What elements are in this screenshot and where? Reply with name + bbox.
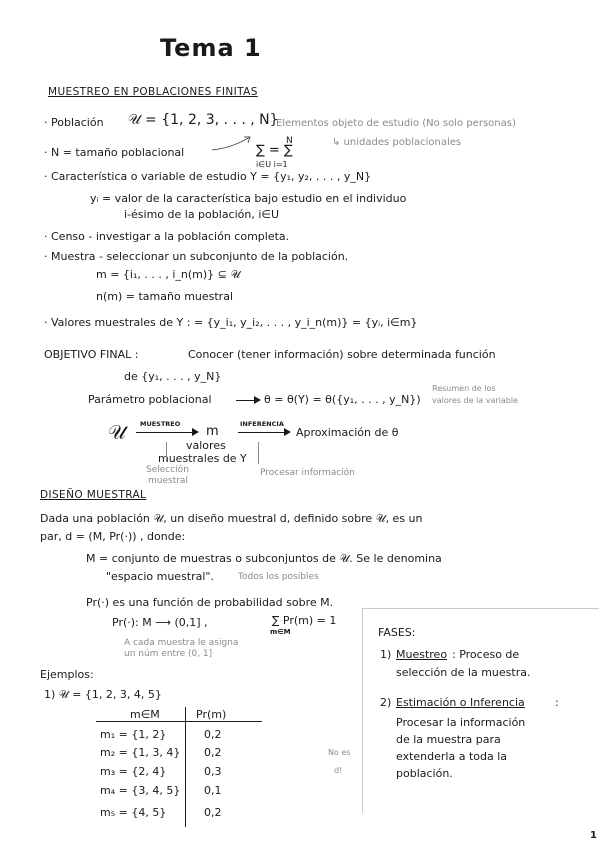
espacio-muestral: "espacio muestral".	[106, 570, 214, 583]
arrow-head-icon	[254, 396, 262, 404]
m-definition: m = {i₁, . . . , i_n(m)} ⊆ 𝒰	[96, 268, 241, 281]
m-conjunto: M = conjunto de muestras o subconjuntos de 𝒰. Se le denomina	[86, 552, 442, 565]
diagram-m-symbol: m	[206, 424, 219, 439]
table-row-m: m₅ = {4, 5}	[100, 806, 167, 819]
n-definition: · N = tamaño poblacional	[44, 146, 185, 159]
procesar-note: Procesar información	[260, 468, 355, 478]
ejemplos-label: Ejemplos:	[40, 668, 94, 681]
diagram-aproximacion: Aproximación de θ	[296, 426, 399, 439]
poblacion-note: Elementos objeto de estudio (No solo personas)	[276, 118, 516, 129]
ejemplo-1-universe: 1) 𝒰 = {1, 2, 3, 4, 5}	[44, 688, 162, 701]
table-header-m: m∈M	[130, 708, 160, 721]
objetivo-label: OBJETIVO FINAL :	[44, 348, 139, 361]
nm-definition: n(m) = tamaño muestral	[96, 290, 234, 303]
no-es-note-2: d!	[334, 766, 343, 775]
fase-2-colon: :	[555, 696, 559, 709]
censo-line: · Censo - investigar a la población completa.	[44, 230, 290, 243]
fase-1-text-1: : Proceso de	[452, 648, 520, 661]
fase-2-text-2: de la muestra para	[396, 733, 501, 746]
diagram-muestrales: muestrales de Y	[158, 452, 247, 465]
table-row-m: m₄ = {3, 4, 5}	[100, 784, 181, 797]
table-row-m: m₃ = {2, 4}	[100, 765, 167, 778]
caracteristica-line: · Característica o variable de estudio Y = {y₁, y₂, . . . , y_N}	[44, 170, 372, 183]
table-row-pr: 0,2	[204, 806, 222, 819]
diagram-valores: valores	[186, 439, 226, 452]
fase-2-text-3: extenderla a toda la	[396, 750, 507, 763]
valores-muestrales-line: · Valores muestrales de Y : = {y_i₁, y_i₂, . . . , y_i_n(m)} = {yᵢ, i∈m}	[44, 316, 418, 329]
objetivo-text-2: de {y₁, . . . , y_N}	[124, 370, 222, 383]
fase-2-text-4: población.	[396, 767, 453, 780]
todos-note: Todos los posibles	[238, 572, 319, 582]
muestreo-arrow	[136, 432, 196, 433]
diagram-muestreo-label: MUESTREO	[140, 420, 181, 428]
table-row-m: m₂ = {1, 3, 4}	[100, 746, 181, 759]
pr-note-1: A cada muestra le asigna	[124, 638, 239, 648]
resumen-note-1: Resumen de los	[432, 384, 496, 393]
resumen-note-2: valores de la variable	[432, 396, 518, 405]
diagram-u-symbol: 𝒰	[108, 420, 126, 444]
pr-definition: Pr(·) es una función de probabilidad sobre M.	[86, 596, 334, 609]
fase-1-number: 1)	[380, 648, 392, 661]
arrow-head-icon	[284, 428, 292, 436]
fase-2-text-1: Procesar la información	[396, 716, 526, 729]
pr-note-2: un núm entre (0, 1]	[124, 649, 213, 659]
table-row-pr: 0,1	[204, 784, 222, 797]
poblacion-set: 𝒰 = {1, 2, 3, . . . , N}	[128, 112, 279, 128]
diseno-intro-2: par, d = (M, Pr(·)) , donde:	[40, 530, 186, 543]
fases-label: FASES:	[378, 626, 416, 639]
procesar-pointer	[258, 442, 259, 464]
section-heading-diseno: DISEÑO MUESTRAL	[40, 489, 147, 501]
page-number: 1	[590, 830, 597, 841]
table-header-pr: Pr(m)	[196, 708, 227, 721]
diagram-inferencia-label: INFERENCIA	[240, 420, 284, 428]
unidades-note: ↳ unidades poblacionales	[332, 137, 462, 148]
seleccion-note-2: muestral	[148, 476, 188, 486]
yi-definition-2: i-ésimo de la población, i∈U	[124, 208, 280, 221]
inferencia-arrow	[238, 432, 288, 433]
curved-arrow-icon	[210, 134, 254, 154]
no-es-note-1: No es	[328, 748, 351, 757]
fase-1-title: Muestreo	[396, 648, 448, 661]
muestra-line: · Muestra - seleccionar un subconjunto de la población.	[44, 250, 349, 263]
fase-1-text-2: selección de la muestra.	[396, 666, 531, 679]
pr-sum-sub: m∈M	[270, 628, 291, 636]
arrow-head-icon	[192, 428, 200, 436]
seleccion-note-1: Selección	[146, 465, 189, 475]
seleccion-pointer	[166, 442, 167, 462]
pr-map: Pr(·): M ⟶ (0,1] ,	[112, 616, 208, 629]
sum-sup: N	[286, 136, 293, 146]
diseno-intro-1: Dada una población 𝒰, un diseño muestral d, definido sobre 𝒰, es un	[40, 512, 423, 525]
fase-2-number: 2)	[380, 696, 392, 709]
sum-formula: ∑ = ∑	[256, 143, 293, 158]
yi-definition-1: yᵢ = valor de la característica bajo estudio en el individuo	[90, 192, 407, 205]
parametro-text: Parámetro poblacional	[88, 393, 212, 406]
page-title: Tema 1	[160, 34, 262, 62]
table-header-rule	[96, 721, 262, 722]
table-column-rule	[185, 707, 186, 827]
sum-sub: i∈U i=1	[256, 160, 288, 169]
poblacion-label: · Población	[44, 116, 104, 129]
objetivo-text: Conocer (tener información) sobre determinada función	[188, 348, 496, 361]
section-heading-muestreo: MUESTREO EN POBLACIONES FINITAS	[48, 86, 258, 98]
fase-2-title: Estimación o Inferencia	[396, 696, 525, 709]
table-row-m: m₁ = {1, 2}	[100, 728, 167, 741]
pr-sum: ∑ Pr(m) = 1	[272, 614, 337, 627]
table-row-pr: 0,2	[204, 728, 222, 741]
parametro-formula: θ = θ(Y) = θ({y₁, . . . , y_N})	[264, 393, 421, 406]
table-row-pr: 0,2	[204, 746, 222, 759]
table-row-pr: 0,3	[204, 765, 222, 778]
